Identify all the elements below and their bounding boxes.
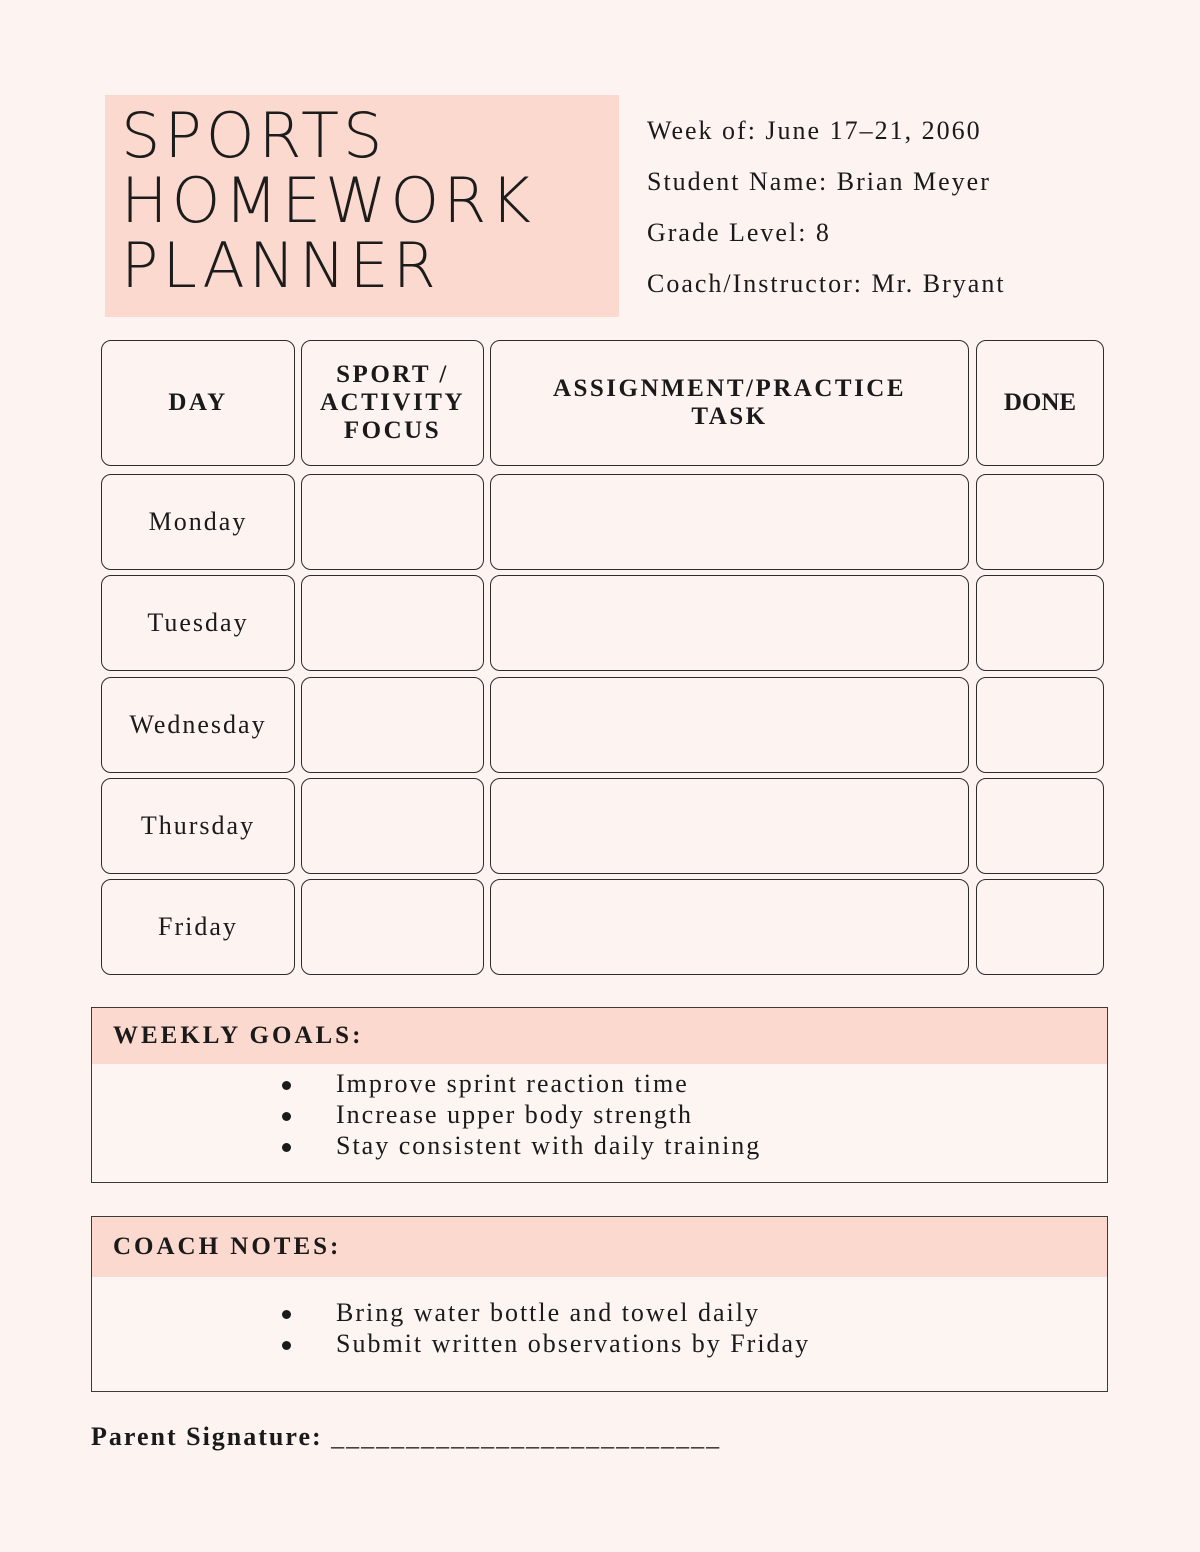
note-item: Submit written observations by Friday: [282, 1328, 810, 1359]
done-checkbox-friday[interactable]: [976, 879, 1104, 975]
grade-level: Grade Level: 8: [647, 218, 831, 247]
sport-input-wednesday[interactable]: [301, 677, 484, 773]
coach-notes-heading: COACH NOTES:: [92, 1217, 1107, 1277]
title-box: [105, 95, 619, 317]
day-cell-monday: [101, 474, 295, 570]
coach-instructor: Coach/Instructor: Mr. Bryant: [647, 269, 1006, 298]
assignment-input-friday[interactable]: [490, 879, 969, 975]
weekly-goals-section: [91, 1007, 1108, 1183]
header-sport-line-2: ACTIVITY: [319, 389, 466, 416]
title-line-2: HOMEWORK: [121, 164, 535, 237]
assignment-input-monday[interactable]: [490, 474, 969, 570]
header-assignment: [490, 340, 969, 466]
header-sport-line-3: FOCUS: [343, 417, 442, 444]
day-label: Monday: [148, 507, 248, 536]
parent-signature-label: Parent Signature:: [91, 1422, 323, 1451]
done-checkbox-monday[interactable]: [976, 474, 1104, 570]
sport-input-thursday[interactable]: [301, 778, 484, 874]
sport-input-monday[interactable]: [301, 474, 484, 570]
day-cell-wednesday: [101, 677, 295, 773]
done-checkbox-thursday[interactable]: [976, 778, 1104, 874]
parent-signature: [91, 1422, 721, 1452]
day-cell-friday: [101, 879, 295, 975]
header-done-label: DONE: [1003, 389, 1077, 416]
header-assignment-line-1: ASSIGNMENT/PRACTICE: [552, 375, 907, 402]
weekly-goals-list: [282, 1068, 761, 1161]
header-assignment-line-2: TASK: [691, 403, 768, 430]
day-cell-tuesday: [101, 575, 295, 671]
parent-signature-line[interactable]: __________________________: [331, 1422, 722, 1451]
day-label: Tuesday: [147, 608, 249, 637]
coach-notes-section: [91, 1216, 1108, 1392]
weekly-goals-heading: WEEKLY GOALS:: [92, 1008, 1107, 1064]
header-day: [101, 340, 295, 466]
header-done: [976, 340, 1104, 466]
goal-item: Stay consistent with daily training: [282, 1130, 761, 1161]
header-sport-line-1: SPORT /: [336, 361, 449, 388]
note-item: Bring water bottle and towel daily: [282, 1297, 810, 1328]
done-checkbox-wednesday[interactable]: [976, 677, 1104, 773]
student-name: Student Name: Brian Meyer: [647, 167, 991, 196]
student-info: [647, 112, 1006, 316]
header-sport: [301, 340, 484, 466]
sport-input-friday[interactable]: [301, 879, 484, 975]
assignment-input-tuesday[interactable]: [490, 575, 969, 671]
title-line-3: PLANNER: [121, 229, 440, 302]
sport-input-tuesday[interactable]: [301, 575, 484, 671]
assignment-input-wednesday[interactable]: [490, 677, 969, 773]
goal-item: Improve sprint reaction time: [282, 1068, 761, 1099]
day-label: Wednesday: [129, 710, 267, 739]
day-label: Friday: [158, 912, 238, 941]
day-cell-thursday: [101, 778, 295, 874]
done-checkbox-tuesday[interactable]: [976, 575, 1104, 671]
title-line-1: SPORTS: [121, 99, 387, 172]
goal-item: Increase upper body strength: [282, 1099, 761, 1130]
coach-notes-list: [282, 1297, 810, 1359]
week-of: Week of: June 17–21, 2060: [647, 116, 982, 145]
header-day-label: DAY: [168, 389, 228, 416]
assignment-input-thursday[interactable]: [490, 778, 969, 874]
day-label: Thursday: [140, 811, 256, 840]
